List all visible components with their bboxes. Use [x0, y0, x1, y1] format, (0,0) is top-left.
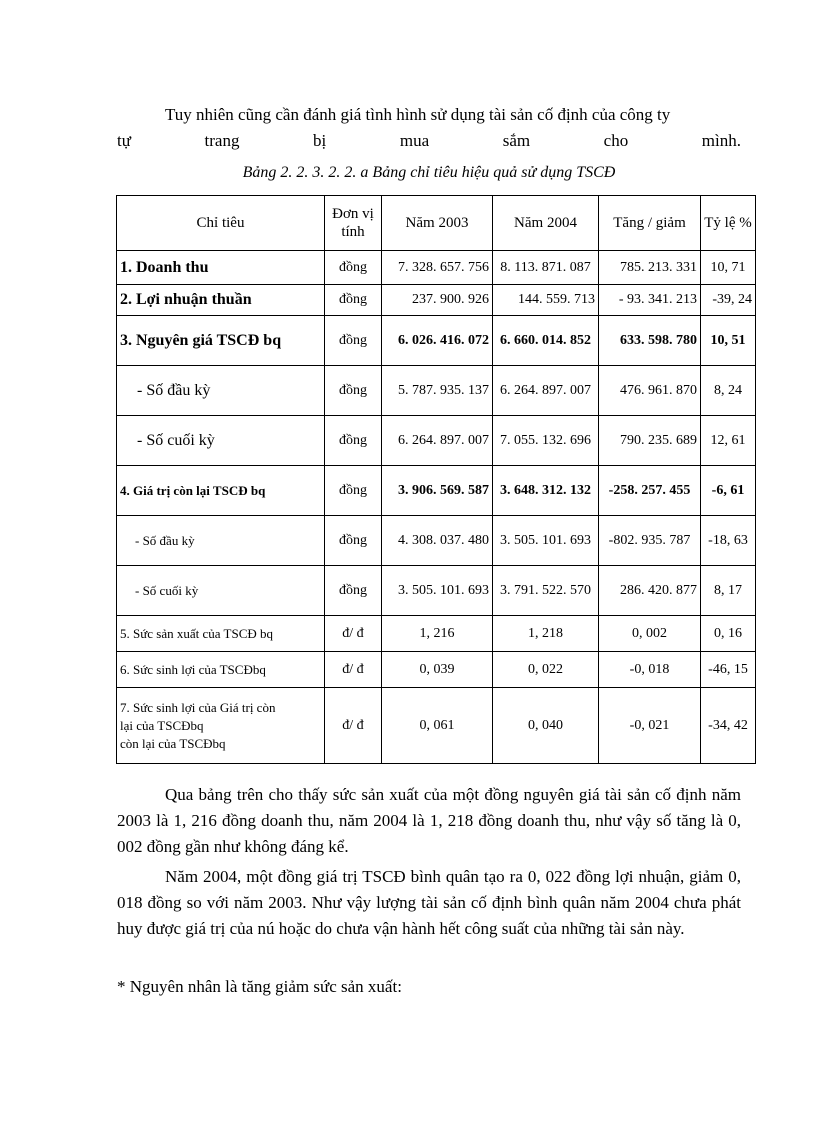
row-2004: 6. 264. 897. 007: [493, 366, 599, 416]
row-unit: đồng: [325, 566, 382, 616]
row-unit: đồng: [325, 251, 382, 285]
row-unit: đ/ đ: [325, 688, 382, 764]
row-name: [117, 688, 325, 764]
row-change: -802. 935. 787: [599, 516, 701, 566]
row-2004: 1, 218: [493, 616, 599, 652]
row-percent: 8, 17: [701, 566, 756, 616]
row-name: 1. Doanh thu: [117, 251, 325, 285]
header-unit: Đơn vị tính: [325, 196, 382, 251]
row-name: - Số đầu kỳ: [117, 516, 325, 566]
row-percent: 8, 24: [701, 366, 756, 416]
table-row: [117, 616, 756, 652]
table-row: [117, 251, 756, 285]
row-percent: 10, 51: [701, 316, 756, 366]
row-2003: 0, 039: [382, 652, 493, 688]
row-2003: 6. 264. 897. 007: [382, 416, 493, 466]
table-row: [117, 285, 756, 316]
paragraph-3: * Nguyên nhân là tăng giảm sức sản xuất:: [117, 977, 402, 996]
row-change: -0, 021: [599, 688, 701, 764]
row-name: - Số đầu kỳ: [117, 366, 325, 416]
intro-word: sắm: [502, 131, 531, 150]
row-2004: 0, 022: [493, 652, 599, 688]
row-2004: 3. 505. 101. 693: [493, 516, 599, 566]
row-change: -0, 018: [599, 652, 701, 688]
row-2003: 4. 308. 037. 480: [382, 516, 493, 566]
row-unit: đồng: [325, 285, 382, 316]
intro-word: trang: [204, 131, 240, 150]
table-header-row: [117, 196, 756, 251]
paragraph-2: Năm 2004, một đồng giá trị TSCĐ bình quân tạo ra 0, 022 đồng lợi nhuận, giảm 0, 018 đồng so với năm 2003. Như vậy lượng tài sản cố định bình quân năm 2004 chưa phát huy được giá trị của nú hoặc do chưa vận hành hết công suất của những tài sản này.: [117, 867, 741, 938]
row-name: 3. Nguyên giá TSCĐ bq: [117, 316, 325, 366]
row-name: 6. Sức sinh lợi của TSCĐbq: [117, 652, 325, 688]
row-change: 633. 598. 780: [599, 316, 701, 366]
row-2004-value: 8. 113. 871. 087: [500, 259, 591, 275]
row-name: 2. Lợi nhuận thuần: [117, 285, 325, 316]
row-2004: 144. 559. 713: [493, 285, 599, 316]
row-name-line: còn lại của TSCĐbq: [120, 735, 226, 751]
table-row: [117, 566, 756, 616]
row-percent: 0, 16: [701, 616, 756, 652]
row-2004: 3. 791. 522. 570: [493, 566, 599, 616]
row-2004: 7. 055. 132. 696: [493, 416, 599, 466]
row-change: - 93. 341. 213: [599, 285, 701, 316]
intro-line-2: [117, 128, 741, 154]
row-2004: 6. 660. 014. 852: [493, 316, 599, 366]
row-change: 0, 002: [599, 616, 701, 652]
row-2003: 6. 026. 416. 072: [382, 316, 493, 366]
row-change: 790. 235. 689: [599, 416, 701, 466]
row-percent: -34, 42: [701, 688, 756, 764]
header-percent: Tỷ lệ %: [701, 196, 756, 251]
row-unit: đồng: [325, 416, 382, 466]
row-percent: -18, 63: [701, 516, 756, 566]
intro-word: bị: [313, 131, 327, 150]
row-2004: 3. 648. 312. 132: [493, 466, 599, 516]
paragraph-1: Qua bảng trên cho thấy sức sản xuất của một đồng nguyên giá tài sản cố định năm 2003 là 1, 216 đồng doanh thu, năm 2004 là 1, 218 đồng doanh thu, như vậy số tăng là 0, 002 đồng gần như không đáng kể.: [117, 785, 741, 856]
row-2003: 7. 328. 657. 756: [382, 251, 493, 285]
intro-line-1: Tuy nhiên cũng cần đánh giá tình hình sử dụng tài sản cố định của công ty: [165, 105, 671, 124]
row-unit: đồng: [325, 466, 382, 516]
row-2003: 0, 061: [382, 688, 493, 764]
table-row: [117, 366, 756, 416]
row-change: 286. 420. 877: [599, 566, 701, 616]
intro-word: mình.: [701, 131, 741, 150]
header-change: Tăng / giảm: [599, 196, 701, 251]
row-2003: 3. 505. 101. 693: [382, 566, 493, 616]
row-percent: -6, 61: [701, 466, 756, 516]
table-row: [117, 316, 756, 366]
row-unit: đồng: [325, 316, 382, 366]
row-2004: 0, 040: [493, 688, 599, 764]
row-name: - Số cuối kỳ: [117, 566, 325, 616]
row-unit: đồng: [325, 366, 382, 416]
table-caption: Bảng 2. 2. 3. 2. 2. a Bảng chỉ tiêu hiệu quả sử dụng TSCĐ: [242, 164, 616, 181]
table-row: [117, 516, 756, 566]
row-unit: đồng: [325, 516, 382, 566]
table-row: [117, 688, 756, 764]
row-unit: đ/ đ: [325, 616, 382, 652]
intro-word: cho: [603, 131, 629, 150]
row-percent: 10, 71: [701, 251, 756, 285]
row-name: - Số cuối kỳ: [117, 416, 325, 466]
row-2003: 5. 787. 935. 137: [382, 366, 493, 416]
row-name-line: lại của TSCĐbq: [120, 717, 204, 733]
row-name: 5. Sức sản xuất của TSCĐ bq: [117, 616, 325, 652]
row-percent: 12, 61: [701, 416, 756, 466]
header-2004: Năm 2004: [493, 196, 599, 251]
row-percent: -39, 24: [701, 285, 756, 316]
row-2004: [493, 251, 599, 285]
row-2003: 3. 906. 569. 587: [382, 466, 493, 516]
row-change: 785. 213. 331: [599, 251, 701, 285]
indicator-table: [116, 195, 756, 764]
header-indicator: Chỉ tiêu: [117, 196, 325, 251]
row-2003: 1, 216: [382, 616, 493, 652]
table-row: [117, 652, 756, 688]
intro-word: tự: [117, 131, 131, 150]
table-row: [117, 416, 756, 466]
row-percent: -46, 15: [701, 652, 756, 688]
row-change: -258. 257. 455: [599, 466, 701, 516]
header-2003: Năm 2003: [382, 196, 493, 251]
intro-word: mua: [399, 131, 430, 150]
row-2003: 237. 900. 926: [382, 285, 493, 316]
row-name-line: 7. Sức sinh lợi của Giá trị còn: [120, 699, 276, 715]
row-name: 4. Giá trị còn lại TSCĐ bq: [117, 466, 325, 516]
row-unit: đ/ đ: [325, 652, 382, 688]
row-change: 476. 961. 870: [599, 366, 701, 416]
table-row: [117, 466, 756, 516]
